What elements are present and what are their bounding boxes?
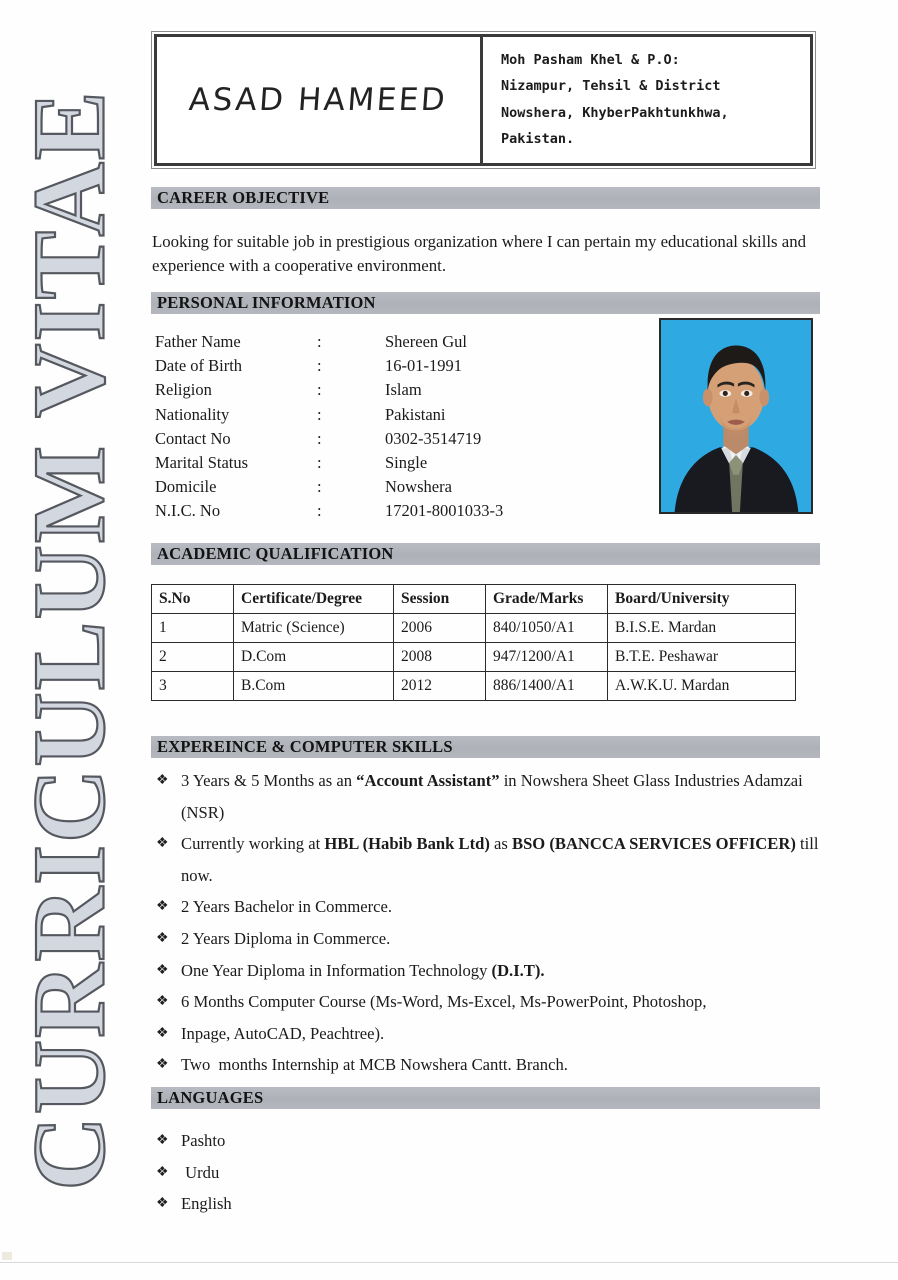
diamond-bullet-icon: ❖ — [156, 1057, 169, 1073]
field-label: Marital Status — [155, 453, 249, 473]
section-title: LANGUAGES — [157, 1088, 264, 1107]
cell-sno: 1 — [152, 614, 234, 643]
field-value: Shereen Gul — [385, 332, 468, 351]
field-separator: : — [317, 428, 322, 448]
list-item — [152, 1157, 820, 1189]
personal-info-row — [155, 354, 645, 378]
address-line: Pakistan. — [501, 131, 575, 147]
list-item-text: Two months Internship at MCB Nowshera Cantt. Branch. — [181, 1055, 568, 1075]
cell-session: 2006 — [394, 614, 486, 643]
list-item-text: Currently working at HBL (Habib Bank Ltd) as BSO (BANCCA SERVICES OFFICER) till now. — [181, 834, 819, 885]
cell-board: A.W.K.U. Mardan — [608, 672, 796, 701]
section-header-academic-qualification — [151, 543, 820, 565]
field-label: Domicile — [155, 477, 217, 497]
list-item-text: 6 Months Computer Course (Ms-Word, Ms-Excel, Ms-PowerPoint, Photoshop, — [181, 992, 707, 1012]
diamond-bullet-icon: ❖ — [156, 1133, 169, 1148]
personal-info-row — [155, 427, 645, 451]
header-box — [151, 31, 816, 169]
field-separator: : — [317, 380, 322, 400]
address-cell — [483, 37, 810, 163]
diamond-bullet-icon: ❖ — [156, 899, 169, 915]
cell-grade: 840/1050/A1 — [486, 614, 608, 643]
field-value: Islam — [385, 380, 422, 400]
experience-bullet-list — [152, 765, 820, 1081]
field-separator: : — [317, 332, 322, 351]
cell-session: 2012 — [394, 672, 486, 701]
column-header-sno: S.No — [152, 585, 234, 614]
section-title: CAREER OBJECTIVE — [157, 188, 330, 207]
cell-sno: 2 — [152, 643, 234, 672]
field-value: 0302-3514719 — [385, 428, 482, 448]
list-item — [152, 828, 820, 891]
candidate-photo — [659, 318, 813, 514]
list-item-text: 2 Years Diploma in Commerce. — [181, 928, 391, 948]
cell-degree: B.Com — [234, 672, 394, 701]
diamond-bullet-icon: ❖ — [156, 773, 169, 788]
section-title: EXPEREINCE & COMPUTER SKILLS — [157, 737, 453, 756]
section-header-personal-information — [151, 292, 820, 314]
column-header-degree: Certificate/Degree — [234, 585, 394, 614]
column-header-grade: Grade/Marks — [486, 585, 608, 614]
personal-info-row — [155, 451, 645, 475]
personal-info-row — [155, 475, 645, 499]
field-label: Father Name — [155, 332, 241, 351]
list-item — [152, 955, 820, 987]
cell-board: B.T.E. Peshawar — [608, 643, 796, 672]
list-item-text: One Year Diploma in Information Technology (D.I.T). — [181, 960, 545, 980]
diamond-bullet-icon: ❖ — [156, 994, 169, 1010]
table-header-row — [152, 585, 796, 614]
academic-qualification-table — [151, 584, 796, 701]
list-item — [152, 1188, 820, 1220]
diamond-bullet-icon: ❖ — [156, 930, 169, 946]
list-item — [152, 765, 820, 828]
curriculum-vitae-wordart: CURRICULUM VITAE — [12, 89, 127, 1191]
header-inner-frame — [154, 34, 813, 166]
cell-board: B.I.S.E. Mardan — [608, 614, 796, 643]
personal-info-row — [155, 499, 645, 523]
field-separator: : — [317, 501, 322, 521]
diamond-bullet-icon: ❖ — [156, 1164, 169, 1180]
list-item — [152, 923, 820, 955]
address-line: Nizampur, Tehsil & District — [501, 78, 721, 94]
field-separator: : — [317, 477, 322, 497]
section-title: PERSONAL INFORMATION — [157, 293, 376, 312]
field-label: Date of Birth — [155, 356, 243, 376]
cell-grade: 947/1200/A1 — [486, 643, 608, 672]
field-separator: : — [317, 356, 322, 376]
field-value: 17201-8001033-3 — [385, 501, 504, 521]
list-item — [152, 891, 820, 923]
personal-info-row — [155, 403, 645, 427]
field-label: Religion — [155, 380, 212, 400]
career-objective-text: Looking for suitable job in prestigious organization where I can pertain my educational skills and experience with a cooperative environment. — [152, 232, 806, 275]
cell-degree: Matric (Science) — [234, 614, 394, 643]
column-header-session: Session — [394, 585, 486, 614]
field-value: Single — [385, 453, 428, 473]
list-item — [152, 1125, 820, 1157]
list-item — [152, 1049, 820, 1081]
section-header-career-objective — [151, 187, 820, 209]
list-item-text: 2 Years Bachelor in Commerce. — [181, 897, 393, 917]
photo-illustration — [661, 320, 811, 512]
table-row — [152, 672, 796, 701]
column-header-board: Board/University — [608, 585, 796, 614]
field-value: Pakistani — [385, 404, 446, 424]
list-item-text: English — [181, 1194, 232, 1214]
candidate-name: ASAD HAMEED — [188, 82, 449, 118]
field-label: Contact No — [155, 428, 231, 448]
cell-session: 2008 — [394, 643, 486, 672]
field-label: Nationality — [155, 404, 230, 424]
diamond-bullet-icon: ❖ — [156, 1025, 169, 1041]
vertical-title-banner — [0, 0, 140, 1280]
list-item — [152, 986, 820, 1018]
field-label: N.I.C. No — [155, 501, 221, 521]
cell-degree: D.Com — [234, 643, 394, 672]
table-row — [152, 643, 796, 672]
list-item-text: Inpage, AutoCAD, Peachtree). — [181, 1023, 385, 1043]
personal-info-row — [155, 378, 645, 402]
scan-artifact — [2, 1252, 12, 1260]
address-line: Moh Pasham Khel & P.O: — [501, 51, 680, 68]
section-title: ACADEMIC QUALIFICATION — [157, 544, 394, 563]
diamond-bullet-icon: ❖ — [156, 962, 169, 978]
table-row — [152, 614, 796, 643]
personal-information-list — [155, 330, 645, 524]
list-item-text: 3 Years & 5 Months as an “Account Assistant” in Nowshera Sheet Glass Industries Adamzai (NSR) — [181, 771, 803, 822]
diamond-bullet-icon: ❖ — [156, 1196, 169, 1212]
list-item-text: Pashto — [181, 1131, 226, 1150]
diamond-bullet-icon: ❖ — [156, 836, 169, 852]
list-item — [152, 1018, 820, 1050]
field-value: Nowshera — [385, 477, 452, 497]
list-item-text: Urdu — [181, 1162, 220, 1182]
section-header-experience — [151, 736, 820, 758]
name-cell — [157, 37, 483, 163]
section-header-languages — [151, 1087, 820, 1109]
cell-grade: 886/1400/A1 — [486, 672, 608, 701]
field-separator: : — [317, 453, 322, 473]
cell-sno: 3 — [152, 672, 234, 701]
address-line: Nowshera, KhyberPakhtunkhwa, — [501, 104, 729, 121]
languages-bullet-list — [152, 1125, 820, 1220]
personal-info-row — [155, 330, 645, 354]
field-value: 16-01-1991 — [385, 356, 462, 376]
scan-edge-line — [0, 1262, 898, 1263]
field-separator: : — [317, 404, 322, 424]
